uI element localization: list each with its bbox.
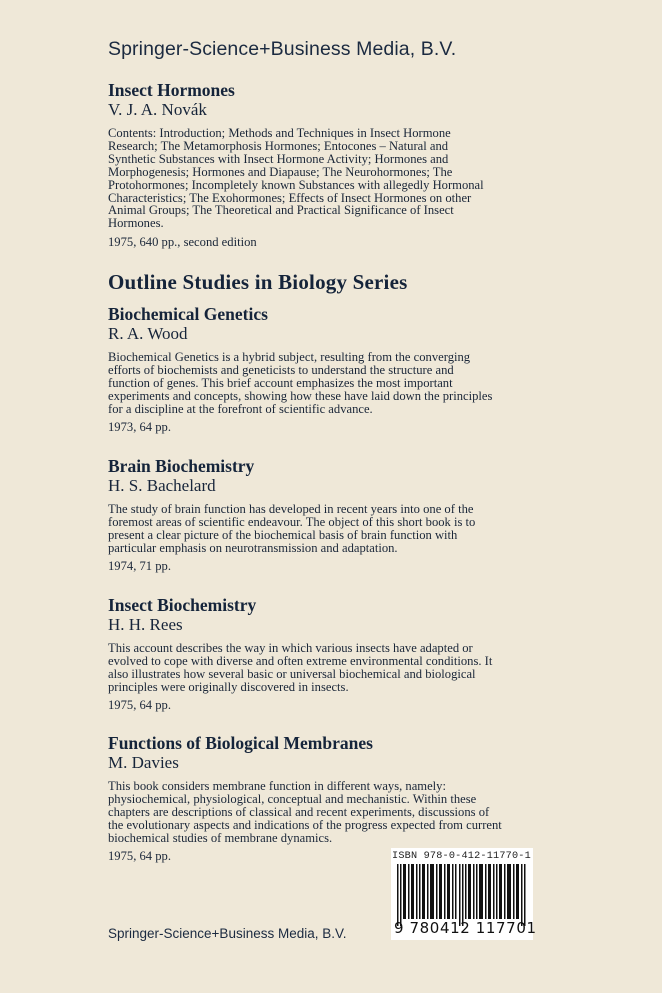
- book-title: Biochemical Genetics: [108, 304, 268, 324]
- book-title: Brain Biochemistry: [108, 456, 255, 476]
- publisher-footer: Springer-Science+Business Media, B.V.: [108, 926, 347, 941]
- book-meta: 1973, 64 pp.: [108, 420, 171, 434]
- book-author: V. J. A. Novák: [108, 100, 207, 119]
- book-title: Functions of Biological Membranes: [108, 733, 373, 753]
- book-title: Insect Biochemistry: [108, 595, 257, 615]
- series-heading: Outline Studies in Biology Series: [108, 270, 408, 294]
- book-description: Biochemical Genetics is a hybrid subject, resulting from the converging efforts of biochemists and geneticists to understand the structure and function of genes. This brief account emphasizes the most important experiments and concepts, showing how these have laid down the principles for a discipline at the forefront of scientific advance.: [108, 350, 493, 416]
- book-description: Contents: Introduction; Methods and Techniques in Insect Hormone Research; The Metamorphosis Hormones; Entocones – Natural and Synthetic Substances with Insect Hormone Activity; Hormones and Morphogenesis; Hormones and Diapause; The Neurohormones; The Protohormones; Incompletely known Substances with allegedly Hormonal Characteristics; The Exohormones; Effects of Insect Hormones on other Animal Groups; The Theoretical and Practical Significance of Insect Hormones.: [108, 126, 484, 231]
- book-author: R. A. Wood: [108, 324, 188, 343]
- book-description: This book considers membrane function in different ways, namely: physiochemical, physiological, conceptual and mechanistic. Within these chapters are descriptions of classical and recent experiments, discussions of the evolutionary aspects and indications of the progress expected from current biochemical studies of membrane dynamics.: [108, 779, 502, 845]
- book-author: M. Davies: [108, 753, 179, 772]
- barcode-icon: [397, 864, 529, 926]
- book-meta: 1975, 64 pp.: [108, 849, 171, 863]
- barcode-digits: 9 780412 117701: [394, 919, 537, 937]
- book-author: H. S. Bachelard: [108, 476, 216, 495]
- book-author: H. H. Rees: [108, 615, 183, 634]
- book-meta: 1974, 71 pp.: [108, 559, 171, 573]
- publisher-header: Springer-Science+Business Media, B.V.: [108, 38, 457, 60]
- book-meta: 1975, 640 pp., second edition: [108, 235, 257, 249]
- book-meta: 1975, 64 pp.: [108, 698, 171, 712]
- book-description: The study of brain function has developed in recent years into one of the foremost areas of scientific endeavour. The object of this short book is to present a clear picture of the biochemical basis of brain function with particular emphasis on neurotransmission and adaptation.: [108, 502, 476, 555]
- isbn-label: ISBN 978-0-412-11770-1: [392, 851, 531, 862]
- book-description: This account describes the way in which various insects have adapted or evolved to cope with diverse and often extreme environmental conditions. It also illustrates how several basic or universal biochemical and biological principles were originally discovered in insects.: [108, 641, 493, 694]
- book-title: Insect Hormones: [108, 80, 235, 100]
